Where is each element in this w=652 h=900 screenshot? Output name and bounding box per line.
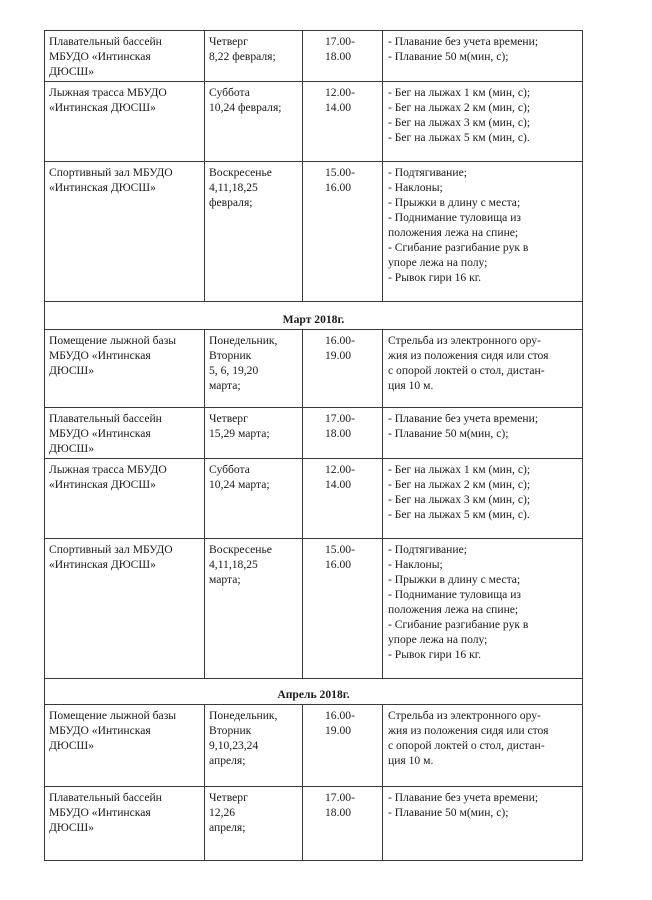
venue-cell: Лыжная трасса МБУДО «Интинская ДЮСШ»: [45, 82, 205, 162]
schedule-row: [45, 162, 583, 302]
time-cell: 15.00-16.00: [303, 162, 383, 302]
day-cell: Воскресенье 4,11,18,25 февраля;: [205, 162, 303, 302]
time-cell: 16.00-19.00: [303, 330, 383, 408]
venue-cell: Спортивный зал МБУДО «Интинская ДЮСШ»: [45, 539, 205, 679]
time-cell: 17.00-18.00: [303, 31, 383, 82]
venue-cell: Плавательный бассейн МБУДО «Интинская ДЮСШ»: [45, 408, 205, 459]
time-cell: 17.00-18.00: [303, 787, 383, 861]
day-cell: Суббота 10,24 февраля;: [205, 82, 303, 162]
schedule-row: [45, 459, 583, 539]
events-cell: - Плавание без учета времени; - Плавание 50 м(мин, с);: [383, 408, 583, 459]
day-cell: Понедельник, Вторник 5, 6, 19,20 марта;: [205, 330, 303, 408]
month-header: Апрель 2018г.: [45, 679, 583, 705]
day-cell: Суббота 10,24 марта;: [205, 459, 303, 539]
venue-cell: Плавательный бассейн МБУДО «Интинская ДЮСШ»: [45, 787, 205, 861]
month-header-row: [45, 302, 583, 330]
events-cell: - Плавание без учета времени; - Плавание 50 м(мин, с);: [383, 787, 583, 861]
schedule-body: [45, 31, 583, 861]
events-cell: - Плавание без учета времени; - Плавание 50 м(мин, с);: [383, 31, 583, 82]
schedule-row: [45, 539, 583, 679]
venue-cell: Лыжная трасса МБУДО «Интинская ДЮСШ»: [45, 459, 205, 539]
time-cell: 16.00-19.00: [303, 705, 383, 787]
events-cell: - Подтягивание; - Наклоны; - Прыжки в длину с места; - Поднимание туловища из положения лежа на спине; - Сгибание разгибание рук в упоре лежа на полу; - Рывок гири 16 кг.: [383, 539, 583, 679]
events-cell: - Бег на лыжах 1 км (мин, с); - Бег на лыжах 2 км (мин, с); - Бег на лыжах 3 км (мин, с); - Бег на лыжах 5 км (мин, с).: [383, 82, 583, 162]
day-cell: Четверг 12,26 апреля;: [205, 787, 303, 861]
events-cell: - Бег на лыжах 1 км (мин, с); - Бег на лыжах 2 км (мин, с); - Бег на лыжах 3 км (мин, с); - Бег на лыжах 5 км (мин, с).: [383, 459, 583, 539]
schedule-table: [44, 30, 583, 861]
time-cell: 12.00-14.00: [303, 82, 383, 162]
schedule-row: [45, 408, 583, 459]
time-cell: 12.00-14.00: [303, 459, 383, 539]
day-cell: Понедельник, Вторник 9,10,23,24 апреля;: [205, 705, 303, 787]
venue-cell: Помещение лыжной базы МБУДО «Интинская ДЮСШ»: [45, 705, 205, 787]
time-cell: 17.00-18.00: [303, 408, 383, 459]
events-cell: - Подтягивание; - Наклоны; - Прыжки в длину с места; - Поднимание туловища из положения лежа на спине; - Сгибание разгибание рук в упоре лежа на полу; - Рывок гири 16 кг.: [383, 162, 583, 302]
schedule-row: [45, 787, 583, 861]
day-cell: Четверг 15,29 марта;: [205, 408, 303, 459]
day-cell: Воскресенье 4,11,18,25 марта;: [205, 539, 303, 679]
venue-cell: Спортивный зал МБУДО «Интинская ДЮСШ»: [45, 162, 205, 302]
events-cell: Стрельба из электронного ору- жия из положения сидя или стоя с опорой локтей о стол, дистан- ция 10 м.: [383, 330, 583, 408]
time-cell: 15.00-16.00: [303, 539, 383, 679]
events-cell: Стрельба из электронного ору- жия из положения сидя или стоя с опорой локтей о стол, дистан- ция 10 м.: [383, 705, 583, 787]
venue-cell: Плавательный бассейн МБУДО «Интинская ДЮСШ»: [45, 31, 205, 82]
venue-cell: Помещение лыжной базы МБУДО «Интинская ДЮСШ»: [45, 330, 205, 408]
month-header-row: [45, 679, 583, 705]
schedule-row: [45, 330, 583, 408]
schedule-row: [45, 31, 583, 82]
day-cell: Четверг 8,22 февраля;: [205, 31, 303, 82]
month-header: Март 2018г.: [45, 302, 583, 330]
schedule-row: [45, 705, 583, 787]
schedule-row: [45, 82, 583, 162]
